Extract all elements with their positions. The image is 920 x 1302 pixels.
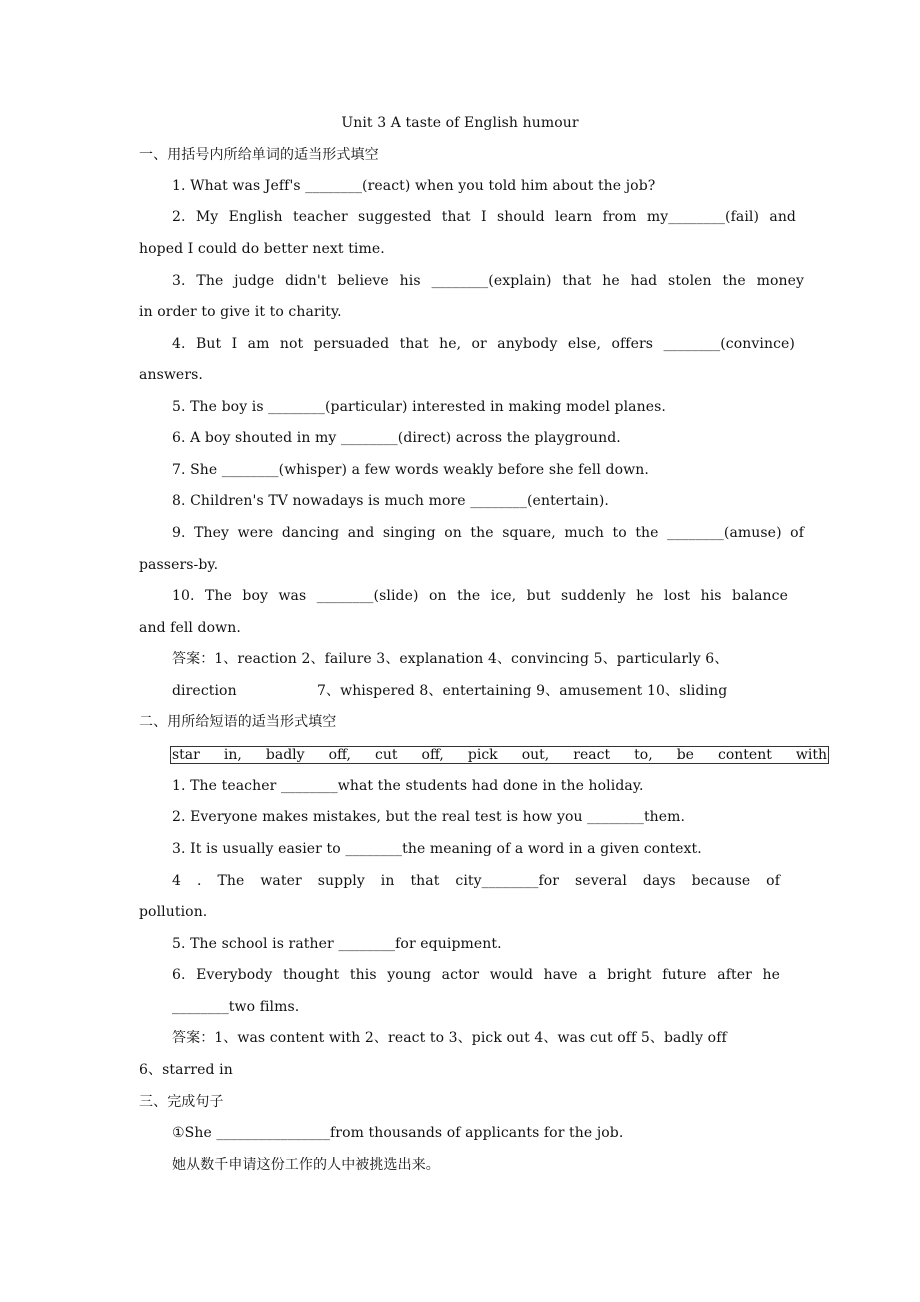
s1-q2: 2. My English teacher suggested that I should learn from my________(fail) and [172, 209, 796, 225]
s2-q4-cont: pollution. [139, 904, 208, 920]
s1-q7: 7. She ________(whisper) a few words weakly before she fell down. [172, 462, 649, 478]
section2-heading: 二、用所给短语的适当形式填空 [139, 714, 337, 730]
s1-q4-cont: answers. [139, 367, 203, 383]
section3-heading: 三、完成句子 [139, 1094, 224, 1110]
s1-q4: 4. But I am not persuaded that he, or anybody else, offers ________(convince) [172, 336, 795, 352]
s3-q1: ①She ________________from thousands of applicants for the job. [172, 1125, 624, 1141]
s1-q3: 3. The judge didn't believe his ________(explain) that he had stolen the money [172, 273, 804, 289]
s2-q1: 1. The teacher ________what the students had done in the holiday. [172, 778, 644, 794]
s1-q9-cont: passers-by. [139, 557, 219, 573]
s3-q1-chinese: 她从数千申请这份工作的人中被挑选出来。 [172, 1157, 440, 1173]
s1-answer-line2a: direction [172, 683, 237, 699]
s1-q6: 6. A boy shouted in my ________(direct) across the playground. [172, 430, 621, 446]
s2-q5: 5. The school is rather ________for equipment. [172, 936, 502, 952]
s2-answer-line2: 6、starred in [139, 1062, 233, 1078]
s1-answer-line1: 答案：1、reaction 2、failure 3、explanation 4、convincing 5、particularly 6、 [172, 651, 729, 667]
s1-q1: 1. What was Jeff's ________(react) when you told him about the job? [172, 178, 656, 194]
s1-q2-cont: hoped I could do better next time. [139, 241, 385, 257]
s2-answer-line1: 答案：1、was content with 2、react to 3、pick out 4、was cut off 5、badly off [172, 1030, 727, 1046]
s2-q6: 6. Everybody thought this young actor would have a bright future after he [172, 967, 780, 983]
s1-q5: 5. The boy is ________(particular) interested in making model planes. [172, 399, 666, 415]
s1-q9: 9. They were dancing and singing on the square, much to the ________(amuse) of [172, 525, 804, 541]
s1-q10: 10. The boy was ________(slide) on the ice, but suddenly he lost his balance [172, 588, 788, 604]
s1-answer-line2b: 7、whispered 8、entertaining 9、amusement 10、sliding [317, 683, 728, 699]
phrase-box: star in, badly off, cut off, pick out, react to, be content with [172, 747, 827, 763]
document-title: Unit 3 A taste of English humour [341, 115, 579, 131]
s2-q4: 4 . The water supply in that city________for several days because of [172, 873, 780, 889]
s2-q6-cont: ________two films. [172, 999, 300, 1015]
s2-q3: 3. It is usually easier to ________the meaning of a word in a given context. [172, 841, 702, 857]
s1-q10-cont: and fell down. [139, 620, 241, 636]
section1-heading: 一、用括号内所给单词的适当形式填空 [139, 147, 379, 163]
s2-q2: 2. Everyone makes mistakes, but the real test is how you ________them. [172, 809, 686, 825]
s1-q3-cont: in order to give it to charity. [139, 304, 342, 320]
s1-q8: 8. Children's TV nowadays is much more ________(entertain). [172, 493, 609, 509]
